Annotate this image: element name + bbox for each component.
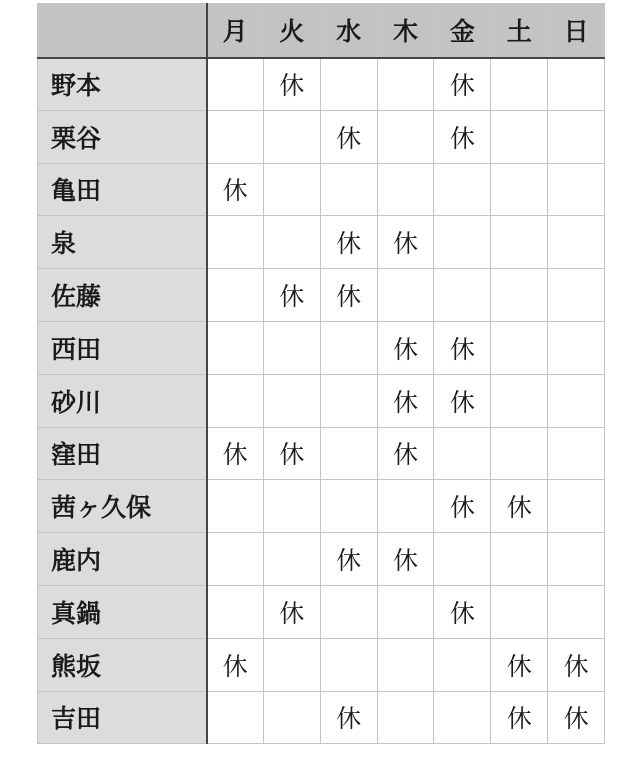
- day-cell-wed: [320, 374, 377, 427]
- day-cell-sun: 休: [548, 691, 605, 744]
- day-cell-sat: [491, 269, 548, 322]
- day-cell-mon: [207, 269, 264, 322]
- staff-name: 砂川: [38, 374, 207, 427]
- day-cell-sat: 休: [491, 480, 548, 533]
- header-row: [38, 4, 605, 58]
- day-cell-tue: 休: [263, 58, 320, 111]
- day-cell-fri: [434, 269, 491, 322]
- day-header-sun: 日: [548, 4, 605, 58]
- day-cell-tue: 休: [263, 585, 320, 638]
- day-cell-tue: [263, 163, 320, 216]
- day-cell-sat: [491, 427, 548, 480]
- day-cell-sun: [548, 110, 605, 163]
- table-row: [38, 163, 605, 216]
- day-cell-sun: [548, 427, 605, 480]
- day-cell-thu: [377, 163, 434, 216]
- table-row: [38, 110, 605, 163]
- day-cell-sat: 休: [491, 691, 548, 744]
- day-cell-mon: [207, 533, 264, 586]
- staff-name: 窪田: [38, 427, 207, 480]
- day-cell-wed: [320, 321, 377, 374]
- day-cell-thu: [377, 269, 434, 322]
- day-cell-mon: [207, 110, 264, 163]
- day-header-fri: 金: [434, 4, 491, 58]
- day-cell-sun: [548, 321, 605, 374]
- day-cell-mon: [207, 216, 264, 269]
- day-cell-tue: 休: [263, 269, 320, 322]
- day-cell-tue: 休: [263, 427, 320, 480]
- day-cell-sat: [491, 585, 548, 638]
- day-cell-thu: [377, 691, 434, 744]
- day-header-sat: 土: [491, 4, 548, 58]
- day-cell-sat: 休: [491, 638, 548, 691]
- table-row: [38, 216, 605, 269]
- day-cell-wed: [320, 585, 377, 638]
- day-cell-thu: [377, 585, 434, 638]
- day-cell-thu: [377, 58, 434, 111]
- day-cell-sun: [548, 585, 605, 638]
- staff-name: 鹿内: [38, 533, 207, 586]
- day-cell-fri: 休: [434, 374, 491, 427]
- day-cell-wed: [320, 427, 377, 480]
- day-cell-mon: [207, 374, 264, 427]
- day-cell-tue: [263, 216, 320, 269]
- day-cell-sun: [548, 269, 605, 322]
- staff-name: 吉田: [38, 691, 207, 744]
- table-row: [38, 585, 605, 638]
- day-cell-tue: [263, 691, 320, 744]
- staff-name: 亀田: [38, 163, 207, 216]
- day-cell-wed: 休: [320, 216, 377, 269]
- schedule-body: [38, 58, 605, 744]
- staff-name: 泉: [38, 216, 207, 269]
- day-cell-wed: 休: [320, 110, 377, 163]
- day-cell-sun: [548, 480, 605, 533]
- day-cell-mon: 休: [207, 427, 264, 480]
- table-row: [38, 533, 605, 586]
- day-cell-mon: 休: [207, 638, 264, 691]
- day-cell-mon: [207, 691, 264, 744]
- day-cell-fri: [434, 427, 491, 480]
- staff-name: 栗谷: [38, 110, 207, 163]
- day-cell-wed: [320, 163, 377, 216]
- day-cell-sun: [548, 58, 605, 111]
- staff-name: 茜ヶ久保: [38, 480, 207, 533]
- day-cell-sun: 休: [548, 638, 605, 691]
- day-header-tue: 火: [263, 4, 320, 58]
- day-cell-sat: [491, 58, 548, 111]
- table-row: [38, 480, 605, 533]
- day-cell-fri: [434, 163, 491, 216]
- day-cell-wed: 休: [320, 269, 377, 322]
- day-cell-sat: [491, 110, 548, 163]
- day-cell-fri: 休: [434, 585, 491, 638]
- day-cell-mon: [207, 58, 264, 111]
- day-header-thu: 木: [377, 4, 434, 58]
- table-row: [38, 427, 605, 480]
- day-cell-mon: [207, 585, 264, 638]
- day-cell-sat: [491, 321, 548, 374]
- day-cell-fri: [434, 216, 491, 269]
- corner-cell: [38, 4, 207, 58]
- day-cell-sat: [491, 533, 548, 586]
- day-cell-fri: [434, 691, 491, 744]
- day-cell-thu: 休: [377, 321, 434, 374]
- day-cell-wed: [320, 58, 377, 111]
- day-cell-sun: [548, 374, 605, 427]
- day-cell-thu: 休: [377, 216, 434, 269]
- staff-name: 佐藤: [38, 269, 207, 322]
- day-cell-tue: [263, 321, 320, 374]
- day-header-wed: 水: [320, 4, 377, 58]
- day-cell-thu: [377, 480, 434, 533]
- day-cell-tue: [263, 110, 320, 163]
- day-cell-sun: [548, 533, 605, 586]
- day-cell-thu: 休: [377, 427, 434, 480]
- table-row: [38, 269, 605, 322]
- day-cell-tue: [263, 533, 320, 586]
- day-cell-wed: 休: [320, 533, 377, 586]
- staff-name: 野本: [38, 58, 207, 111]
- day-cell-wed: [320, 638, 377, 691]
- day-cell-tue: [263, 480, 320, 533]
- table-row: [38, 691, 605, 744]
- table-row: [38, 374, 605, 427]
- day-cell-fri: [434, 638, 491, 691]
- day-cell-fri: 休: [434, 321, 491, 374]
- day-cell-fri: 休: [434, 480, 491, 533]
- day-cell-fri: 休: [434, 110, 491, 163]
- table-row: [38, 321, 605, 374]
- day-cell-sat: [491, 216, 548, 269]
- staff-name: 熊坂: [38, 638, 207, 691]
- table-row: [38, 638, 605, 691]
- day-cell-wed: 休: [320, 691, 377, 744]
- table-row: [38, 58, 605, 111]
- day-cell-fri: 休: [434, 58, 491, 111]
- day-cell-sat: [491, 374, 548, 427]
- day-cell-thu: 休: [377, 533, 434, 586]
- staff-name: 西田: [38, 321, 207, 374]
- day-header-mon: 月: [207, 4, 264, 58]
- shift-schedule-table: [37, 3, 605, 744]
- day-cell-sat: [491, 163, 548, 216]
- day-cell-sun: [548, 163, 605, 216]
- day-cell-mon: 休: [207, 163, 264, 216]
- day-cell-thu: 休: [377, 374, 434, 427]
- day-cell-tue: [263, 638, 320, 691]
- day-cell-sun: [548, 216, 605, 269]
- day-cell-wed: [320, 480, 377, 533]
- day-cell-mon: [207, 321, 264, 374]
- day-cell-fri: [434, 533, 491, 586]
- day-cell-mon: [207, 480, 264, 533]
- day-cell-thu: [377, 638, 434, 691]
- day-cell-thu: [377, 110, 434, 163]
- staff-name: 真鍋: [38, 585, 207, 638]
- day-cell-tue: [263, 374, 320, 427]
